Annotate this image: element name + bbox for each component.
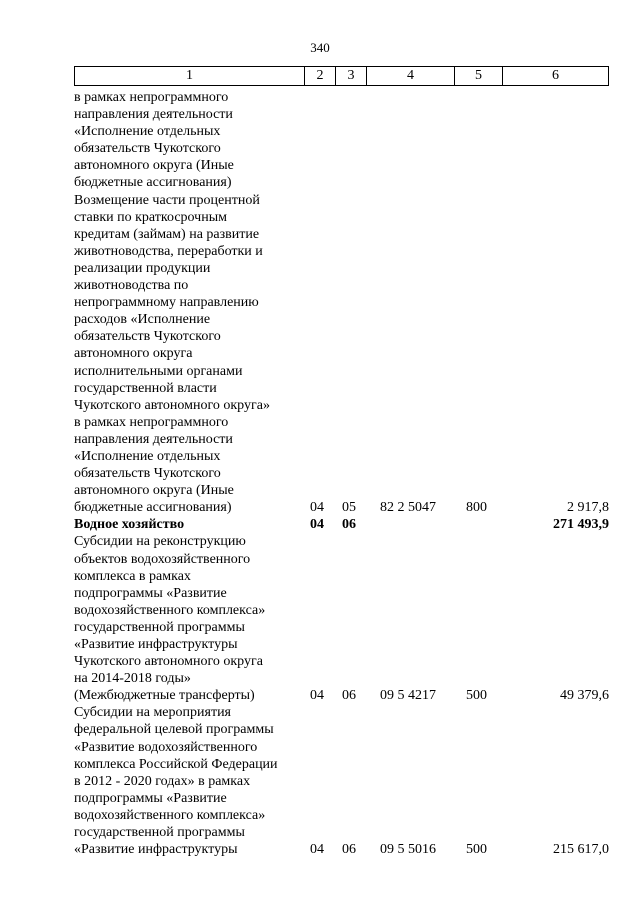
cell-c2: 04 <box>310 842 324 858</box>
row-name-line: комплекса Российской Федерации <box>74 756 278 772</box>
cell-c4: 09 5 4217 <box>380 688 436 704</box>
header-col-2: 2 <box>304 67 335 85</box>
table-header <box>74 66 609 86</box>
row-name-line: подпрограммы «Развитие <box>74 585 227 601</box>
row-name-line: животноводства, переработки и <box>74 243 263 259</box>
row-name-line: расходов «Исполнение <box>74 312 211 328</box>
cell-c3: 06 <box>342 517 356 533</box>
cell-c3: 05 <box>342 500 356 516</box>
cell-c3: 06 <box>342 688 356 704</box>
row-name-line: водохозяйственного комплекса» <box>74 807 266 823</box>
row-name-line: объектов водохозяйственного <box>74 551 251 567</box>
row-name <box>74 533 306 704</box>
row-name-line: «Исполнение отдельных <box>74 448 221 464</box>
cell-c6: 49 379,6 <box>560 688 609 704</box>
cell-c6: 215 617,0 <box>553 842 609 858</box>
row-name-line: кредитам (займам) на развитие <box>74 226 260 242</box>
row-name-line: государственной программы <box>74 619 245 635</box>
row-name-line: в 2012 - 2020 годах» в рамках <box>74 773 251 789</box>
row-name-line: бюджетные ассигнования) <box>74 175 232 191</box>
header-col-6: 6 <box>502 67 608 85</box>
row-name-line: направления деятельности <box>74 431 233 447</box>
row-name <box>74 192 306 517</box>
table-row <box>74 192 609 517</box>
cell-c2: 04 <box>310 688 324 704</box>
cell-c2: 04 <box>310 500 324 516</box>
row-name-line: подпрограммы «Развитие <box>74 790 227 806</box>
row-name-line: обязательств Чукотского <box>74 329 221 345</box>
row-name-line: Чукотского автономного округа» <box>74 397 270 413</box>
row-name-line: Субсидии на реконструкцию <box>74 534 246 550</box>
header-col-4: 4 <box>366 67 454 85</box>
row-name-line: ставки по краткосрочным <box>74 209 227 225</box>
row-name-line: в рамках непрограммного <box>74 414 229 430</box>
cell-c5: 800 <box>466 500 487 516</box>
row-name-line: «Развитие водохозяйственного <box>74 739 258 755</box>
cell-c3: 06 <box>342 842 356 858</box>
row-name-line: Возмещение части процентной <box>74 192 260 208</box>
row-name-line: «Развитие инфраструктуры <box>74 842 238 858</box>
row-name-line: обязательств Чукотского <box>74 141 221 157</box>
row-name-line: (Межбюджетные трансферты) <box>74 688 255 704</box>
table-row <box>74 89 609 192</box>
row-name-line: автономного округа <box>74 346 193 362</box>
row-name-line: федеральной целевой программы <box>74 722 274 738</box>
row-name-line: на 2014-2018 годы» <box>74 671 191 687</box>
row-name-line: Субсидии на мероприятия <box>74 705 231 721</box>
row-name-line: в рамках непрограммного <box>74 90 229 105</box>
cell-c6: 271 493,9 <box>553 517 609 533</box>
row-name-line: «Развитие инфраструктуры <box>74 637 238 652</box>
row-name-line: направления деятельности <box>74 107 233 123</box>
table-row <box>74 704 609 858</box>
table-body <box>74 89 609 858</box>
cell-c5: 500 <box>466 688 487 704</box>
row-name-line: комплекса в рамках <box>74 568 191 584</box>
cell-c4: 82 2 5047 <box>380 500 436 516</box>
row-name-line: Чукотского автономного округа <box>74 654 263 670</box>
row-name-line: государственной программы <box>74 825 245 841</box>
header-col-1: 1 <box>186 68 193 83</box>
header-col-5: 5 <box>454 67 502 85</box>
row-name-line: обязательств Чукотского <box>74 466 221 482</box>
row-name-line: автономного округа (Иные <box>74 483 234 499</box>
table-row <box>74 516 609 533</box>
row-name <box>74 704 306 858</box>
row-name-line: непрограммному направлению <box>74 295 259 311</box>
row-name-line: водохозяйственного комплекса» <box>74 602 266 618</box>
cell-c5: 500 <box>466 842 487 858</box>
header-col-3: 3 <box>335 67 366 85</box>
row-name-line: Водное хозяйство <box>74 517 185 533</box>
row-name-line: реализации продукции <box>74 260 211 276</box>
table-row <box>74 533 609 704</box>
row-name-line: «Исполнение отдельных <box>74 124 221 140</box>
row-name-line: бюджетные ассигнования) <box>74 500 232 516</box>
cell-c4: 09 5 5016 <box>380 842 436 858</box>
row-name-line: автономного округа (Иные <box>74 158 234 174</box>
cell-c2: 04 <box>310 517 324 533</box>
cell-c6: 2 917,8 <box>567 500 609 516</box>
row-name-line: животноводства по <box>74 278 189 294</box>
row-name-line: исполнительными органами <box>74 363 243 379</box>
page-number: 340 <box>310 40 330 55</box>
row-name-line: государственной власти <box>74 380 217 396</box>
